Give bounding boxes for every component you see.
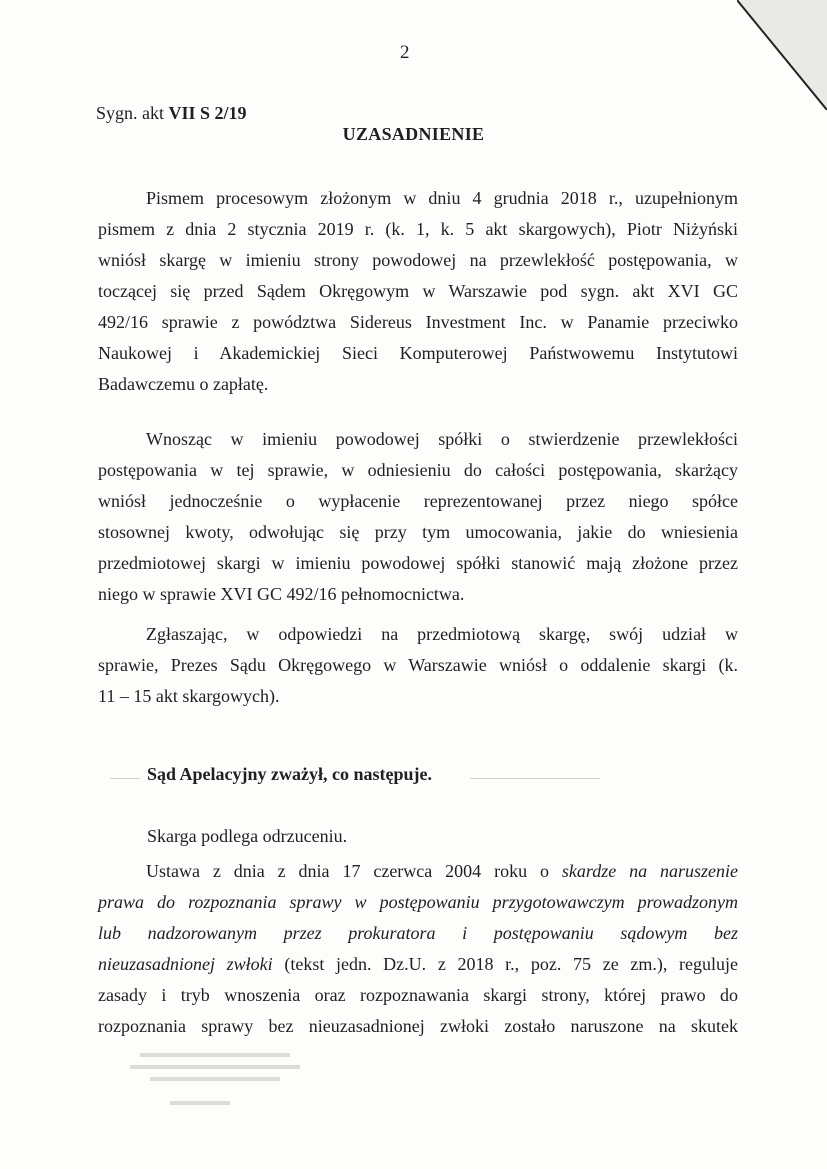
paragraph-line: wniósł jednocześnie o wypłacenie reprezentowanej przez niego spółce [98,491,738,511]
statute-citation: (tekst jedn. Dz.U. z 2018 r., poz. 75 ze zm.), reguluje [272,954,738,974]
section-title: Sąd Apelacyjny zważył, co następuje. [147,764,432,784]
paragraph-3 [98,619,738,712]
case-signature-value: VII S 2/19 [168,103,247,123]
paragraph-line: stosownej kwoty, odwołując się przy tym umocowania, jakie do wniesienia [98,522,738,542]
document-heading: UZASADNIENIE [342,124,485,144]
statute-title-part: prawa do rozpoznania sprawy w postępowaniu przygotowawczym prowadzonym [98,892,738,912]
statute-title-part: nieuzasadnionej zwłoki [98,954,273,974]
faint-rule [470,778,600,779]
statute-intro: Ustawa z dnia z dnia 17 czerwca 2004 roku o [146,861,562,881]
paragraph-line: wniósł skargę w imieniu strony powodowej na przewlekłość postępowania, w [98,250,738,270]
paragraph-line [98,856,738,887]
paragraph-line: Pismem procesowym złożonym w dniu 4 grudnia 2018 r., uzupełnionym [146,188,738,208]
paragraph-line: postępowania w tej sprawie, w odniesieniu do całości postępowania, skarżący [98,460,738,480]
faint-stamp-bleedthrough [130,1045,320,1115]
statute-title-part: skardze na naruszenie [561,861,738,881]
folded-corner [737,0,827,110]
paragraph-line: Zgłaszając, w odpowiedzi na przedmiotową skargę, swój udział w [146,624,738,644]
case-signature-prefix: Sygn. akt [96,103,165,123]
page-number: 2 [400,42,410,63]
paragraph-line: przedmiotowej skargi w imieniu powodowej spółki stanowić mają złożone przez [98,553,738,573]
paragraph-line: Naukowej i Akademickiej Sieci Komputerowej Państwowemu Instytutowi [98,343,738,363]
paragraph-line: Badawczemu o zapłatę. [98,374,269,394]
paragraph-line: pismem z dnia 2 stycznia 2019 r. (k. 1, k. 5 akt skargowych), Piotr Niżyński [98,219,738,239]
paragraph-line: zasady i tryb wnoszenia oraz rozpoznawania skargi strony, której prawo do [98,985,738,1005]
paragraph-line: toczącej się przed Sądem Okręgowym w Warszawie pod sygn. akt XVI GC [98,281,738,301]
paragraph-1 [98,183,738,400]
paragraph-line: 492/16 sprawie z powództwa Sidereus Investment Inc. w Panamie przeciwko [98,312,738,332]
paragraph-4: Skarga podlega odrzuceniu. [147,826,348,846]
paragraph-line: 11 – 15 akt skargowych). [98,686,280,706]
paragraph-line: niego w sprawie XVI GC 492/16 pełnomocnictwa. [98,584,465,604]
faint-rule [110,778,140,779]
paragraph-5 [98,856,738,1042]
paragraph-line [98,949,738,980]
paragraph-line: rozpoznania sprawy bez nieuzasadnionej zwłoki zostało naruszone na skutek [98,1016,738,1036]
case-signature [96,103,247,124]
statute-title-part: lub nadzorowanym przez prokuratora i postępowaniu sądowym bez [98,923,738,943]
paragraph-line: sprawie, Prezes Sądu Okręgowego w Warszawie wniósł o oddalenie skargi (k. [98,655,738,675]
paragraph-2 [98,424,738,610]
paragraph-line: Wnosząc w imieniu powodowej spółki o stwierdzenie przewlekłości [146,429,738,449]
